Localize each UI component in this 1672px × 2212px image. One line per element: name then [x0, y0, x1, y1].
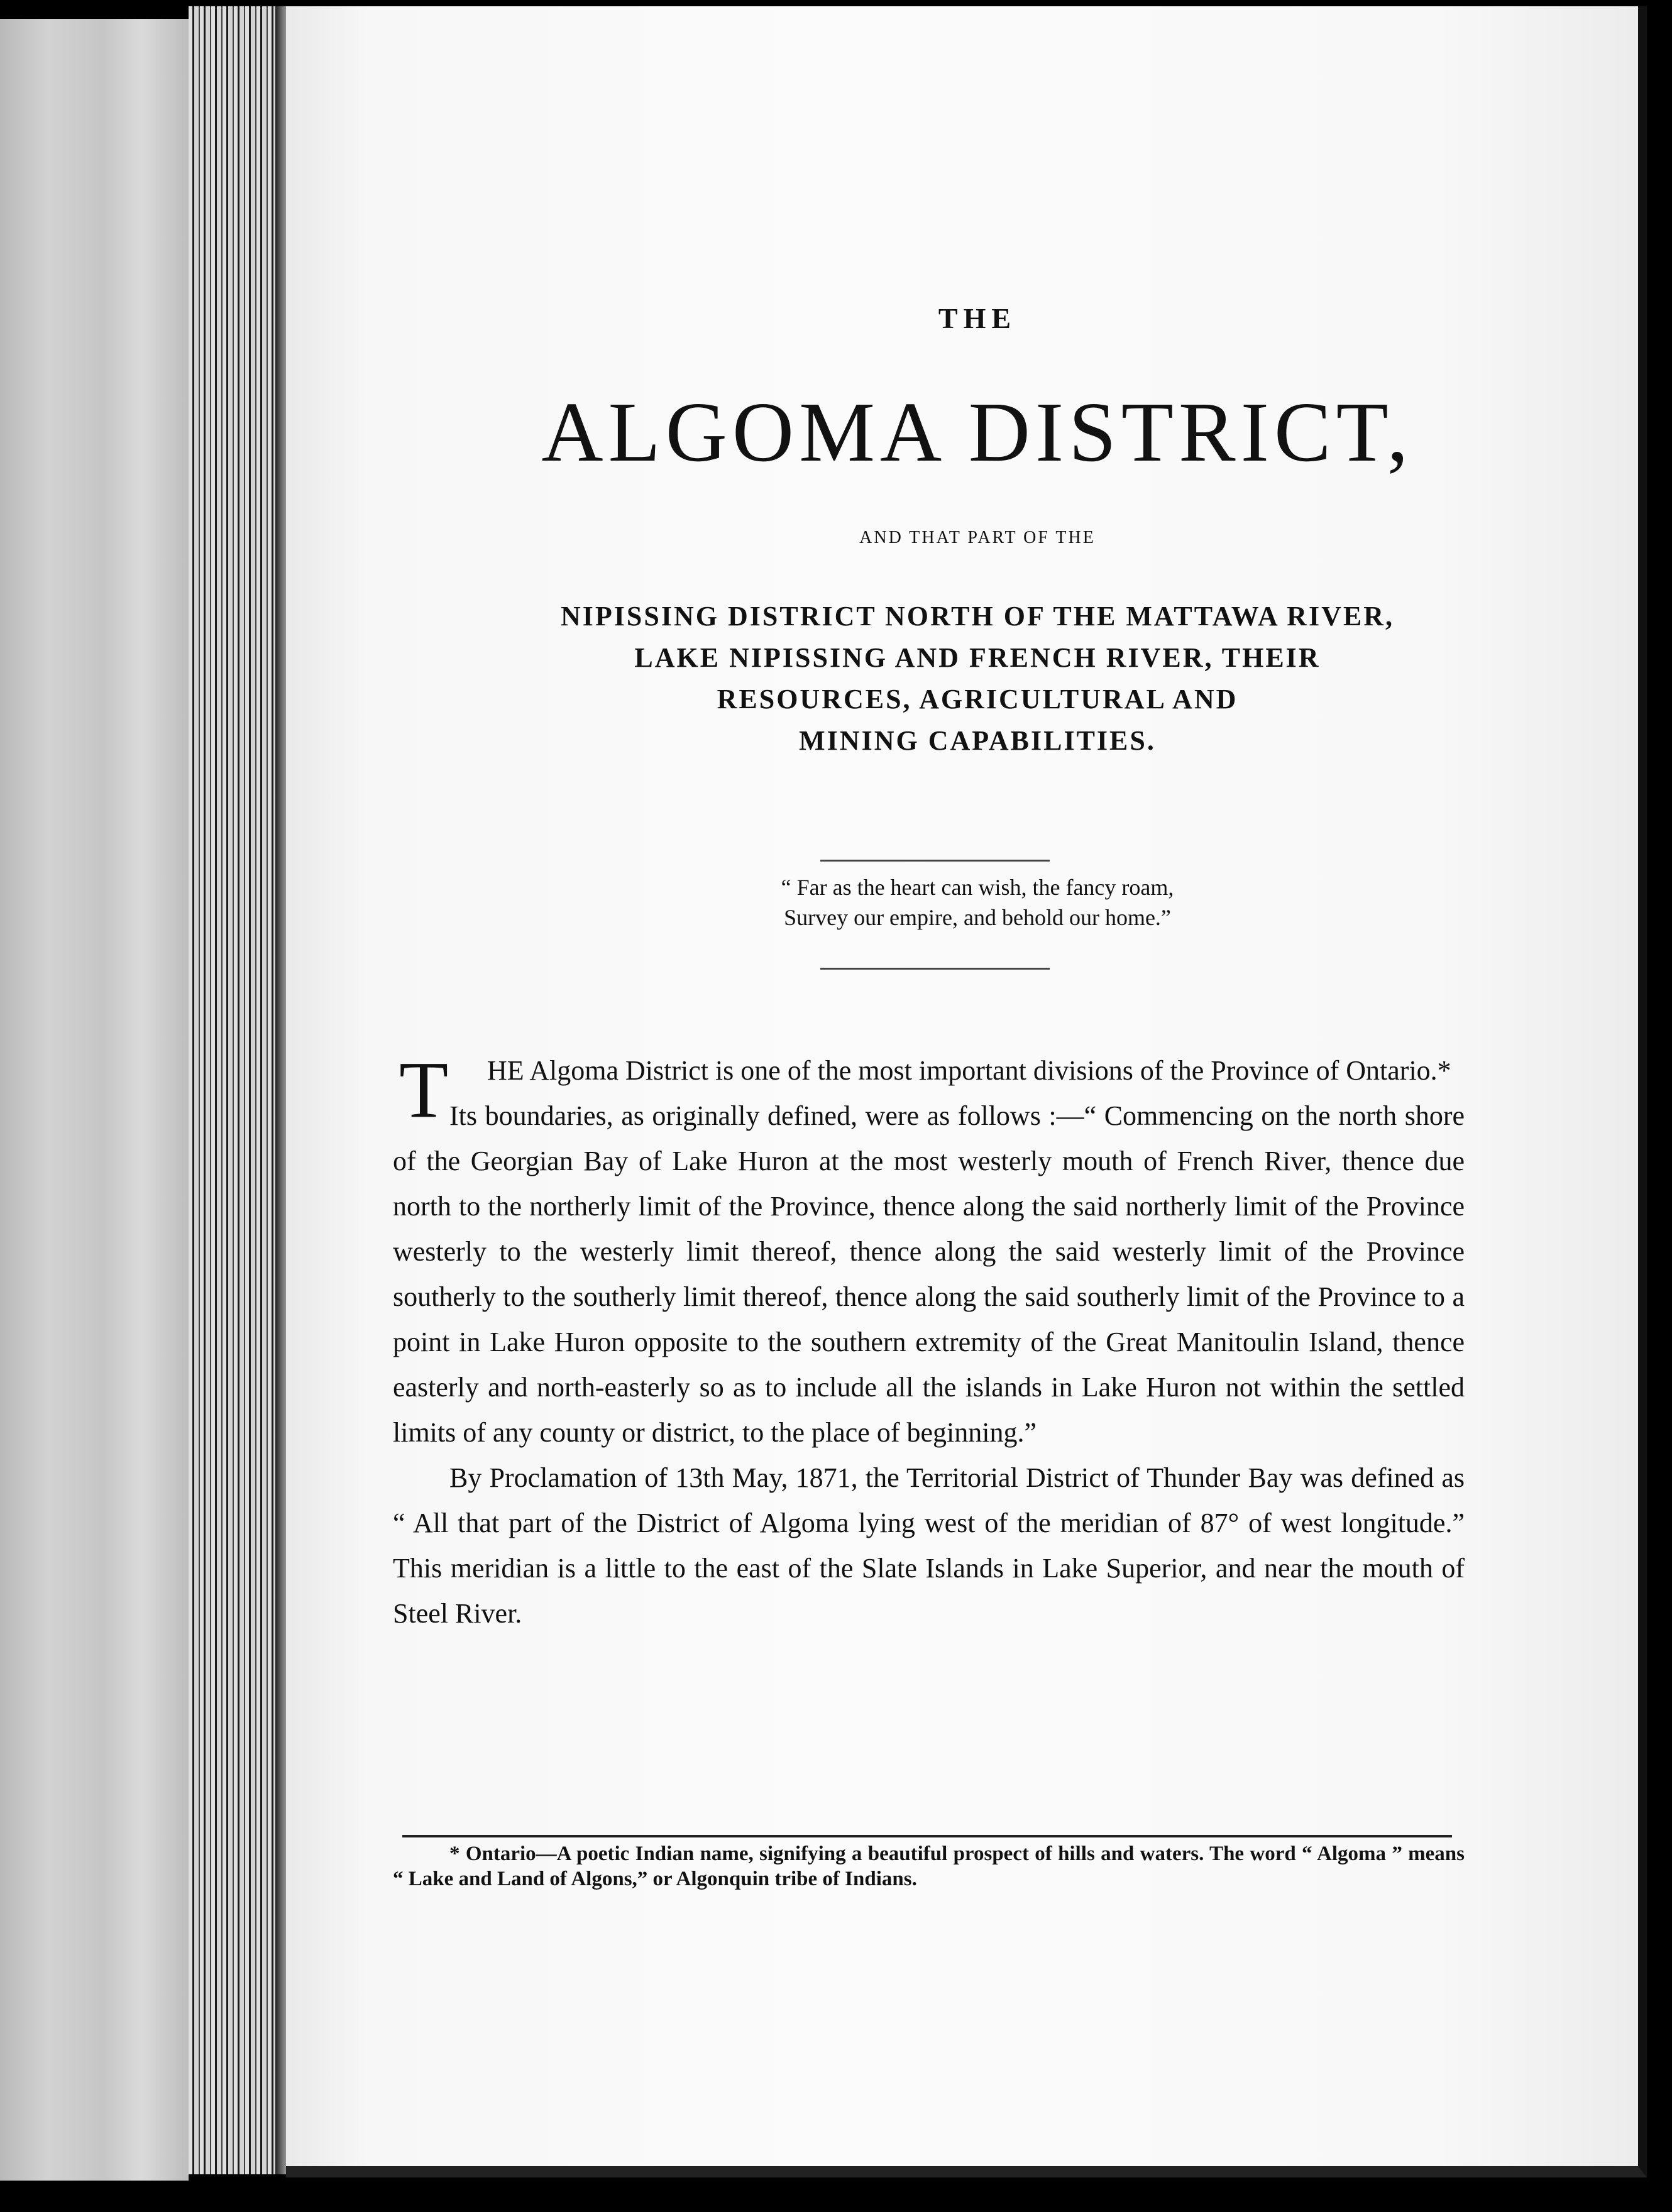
- book-binding-stitching: [189, 6, 283, 2174]
- epigraph-top-rule: [820, 860, 1050, 862]
- paragraph-intro-text: HE Algoma District is one of the most important divisions of the Province of Ontario.*: [487, 1055, 1451, 1086]
- subtitle-line: LAKE NIPISSING AND FRENCH RIVER, THEIR: [634, 642, 1321, 673]
- title-article: THE: [938, 302, 1017, 334]
- subtitle-line: NIPISSING DISTRICT NORTH OF THE MATTAWA RIVER,: [561, 601, 1394, 632]
- paragraph-intro: [393, 1045, 1465, 1134]
- subtitle-line: MINING CAPABILITIES.: [799, 725, 1156, 756]
- epigraph: [352, 872, 1603, 933]
- title-connector: AND THAT PART OF THE: [859, 528, 1096, 547]
- subtitle-block: [352, 596, 1603, 762]
- footnote-text: * Ontario—A poetic Indian name, signifying a beautiful prospect of hills and waters. The word “ Algoma ” means “ Lake and Land of Algons,” or Algonquin tribe of Indians.: [393, 1842, 1465, 1890]
- page-title: ALGOMA DISTRICT,: [541, 385, 1414, 479]
- epigraph-line: Survey our empire, and behold our home.”: [784, 905, 1171, 930]
- paragraph-boundaries: Its boundaries, as originally defined, were as follows :—“ Commencing on the north shore of the Georgian Bay of Lake Huron at the most westerly mouth of French River, thence due north to the northerly limit of the Province, thence along the said northerly limit of the Province westerly to the westerly limit thereof, thence along the said westerly limit of the Province southerly to the southerly limit thereof, thence along the said southerly limit of the Province to a point in Lake Huron opposite to the southern extremity of the Great Manitoulin Island, thence easterly and north-easterly so as to include all the islands in Lake Huron not within the settled limits of any county or district, to the place of beginning.”: [393, 1100, 1465, 1448]
- paragraph-proclamation: By Proclamation of 13th May, 1871, the Territorial District of Thunder Bay was defined as “ All that part of the District of Algoma lying west of the meridian of 87° of west longitude.” This meridian is a little to the east of the Slate Islands in Lake Superior, and near the mouth of Steel River.: [393, 1462, 1465, 1629]
- footnote: [393, 1841, 1465, 1892]
- book-cover-board: [0, 19, 189, 2181]
- subtitle-line: RESOURCES, AGRICULTURAL AND: [717, 684, 1238, 715]
- footnote-rule: [402, 1835, 1452, 1837]
- epigraph-line: “ Far as the heart can wish, the fancy roam,: [781, 875, 1174, 900]
- drop-cap: T: [399, 1045, 449, 1134]
- epigraph-bottom-rule: [820, 968, 1050, 970]
- body-text: [393, 1045, 1465, 1636]
